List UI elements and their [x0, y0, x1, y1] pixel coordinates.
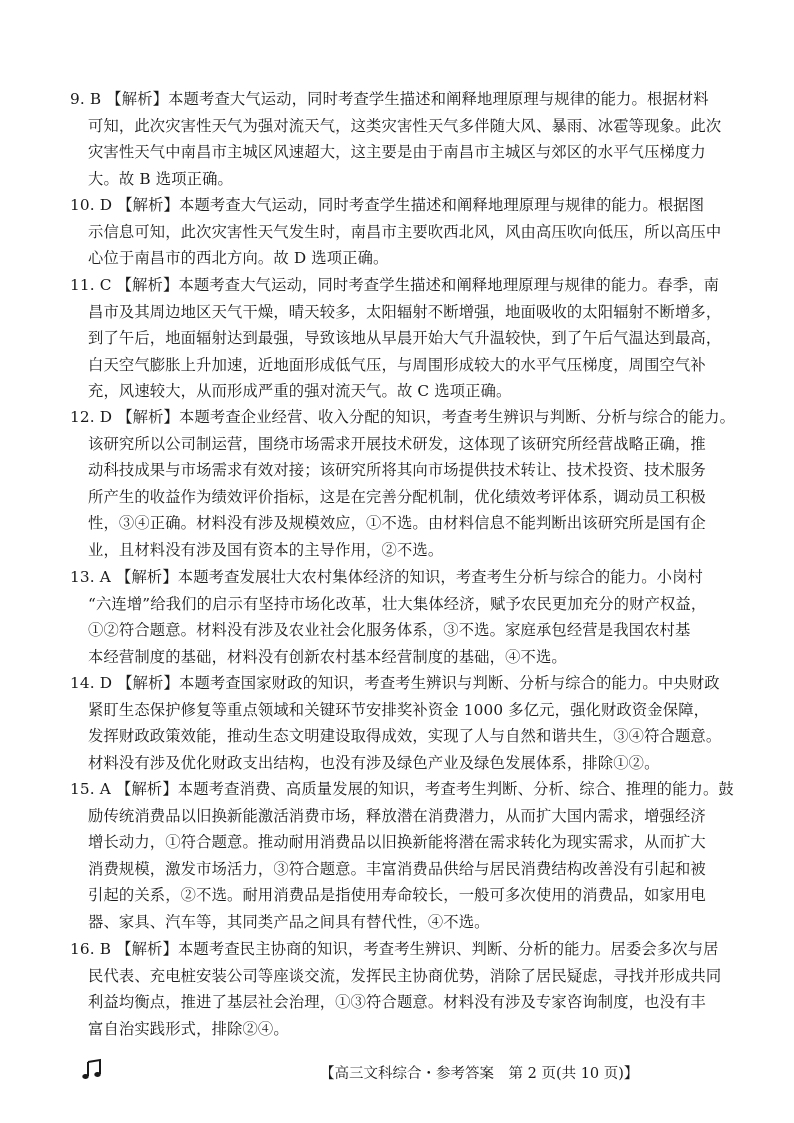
- answer-line: 增长动力，①符合题意。推动耐用消费品以旧换新能将潜在需求转化为现实需求，从而扩大: [88, 833, 706, 851]
- answer-line: 性，③④正确。材料没有涉及规模效应，①不选。由材料信息不能判断出该研究所是国有企: [88, 514, 706, 532]
- answer-line: 灾害性天气中南昌市主城区风速超大，这主要是由于南昌市主城区与郊区的水平气压梯度力: [88, 143, 706, 161]
- answer-line: 心位于南昌市的西北方向。故 D 选项正确。: [88, 249, 389, 267]
- answer-line: 富自治实践形式，排除②④。: [88, 1019, 289, 1038]
- music-note-icon: [80, 1058, 104, 1082]
- page-footer: [70, 1058, 748, 1084]
- answer-item-16: [70, 936, 748, 1042]
- answer-item-15: [70, 776, 748, 935]
- answer-line: 15. A 【解析】本题考查消费、高质量发展的知识，考查考生判断、分析、综合、推理的能力。鼓: [70, 780, 734, 798]
- answer-item-10: [70, 192, 748, 272]
- answer-line: 9. B 【解析】本题考查大气运动，同时考查学生描述和阐释地理原理与规律的能力。根据材料: [70, 90, 709, 108]
- answer-line: 动科技成果与市场需求有效对接；该研究所将其向市场提供技术转让、技术投资、技术服务: [88, 461, 706, 479]
- answer-line: 本经营制度的基础，材料没有创新农村基本经营制度的基础，④不选。: [88, 647, 567, 666]
- footer-text: 【高三文科综合・参考答案 第 2 页(共 10 页)】: [320, 1066, 639, 1082]
- answer-line: 12. D 【解析】本题考查企业经营、收入分配的知识，考查考生辨识与判断、分析与综合的能力。: [70, 408, 736, 426]
- answer-line: 昌市及其周边地区天气干燥，晴天较多，太阳辐射不断增强，地面吸收的太阳辐射不断增多，: [88, 302, 722, 321]
- answer-line: 消费规模，激发市场活力，③符合题意。丰富消费品供给与居民消费结构改善没有引起和被: [88, 859, 706, 878]
- answer-line: 材料没有涉及优化财政支出结构，也没有涉及绿色产业及绿色发展体系，排除①②。: [88, 753, 660, 772]
- answer-line: 到了午后，地面辐射达到最强，导致该地从早晨开始大气升温较快，到了午后气温达到最高，: [88, 329, 722, 347]
- answer-item-11: [70, 272, 748, 405]
- answer-line: 可知，此次灾害性天气为强对流天气，这类灾害性天气多伴随大风、暴雨、冰雹等现象。此次: [88, 116, 722, 135]
- answer-line: 所产生的收益作为绩效评价指标，这是在完善分配机制，优化绩效考评体系，调动员工积极: [88, 487, 706, 506]
- answer-line: 大。故 B 选项正确。: [88, 169, 233, 188]
- answer-line: 10. D 【解析】本题考查大气运动，同时考查学生描述和阐释地理原理与规律的能力。根据图: [70, 196, 705, 214]
- answer-line: 励传统消费品以旧换新能激活消费市场，释放潜在消费潜力，从而扩大国内需求，增强经济: [88, 806, 706, 825]
- answer-line: 13. A 【解析】本题考查发展壮大农村集体经济的知识，考查考生分析与综合的能力。小岗村: [70, 568, 703, 586]
- answer-line: 该研究所以公司制运营，围绕市场需求开展技术研发，这体现了该研究所经营战略正确，推: [88, 434, 706, 453]
- answer-line: 白天空气膨胀上升加速，近地面形成低气压，与周围形成较大的水平气压梯度，周围空气补: [88, 355, 706, 374]
- answer-line: 紧盯生态保护修复等重点领域和关键环节安排奖补资金 1000 多亿元，强化财政资金保障，: [88, 700, 710, 719]
- answer-line: 业，且材料没有涉及国有资本的主导作用，②不选。: [88, 540, 444, 559]
- answer-line: 14. D 【解析】本题考查国家财政的知识，考查考生辨识与判断、分析与综合的能力。中央财政: [70, 674, 720, 692]
- answer-line: 充，风速较大，从而形成严重的强对流天气。故 C 选项正确。: [88, 382, 512, 400]
- answer-line: ①②符合题意。材料没有涉及农业社会化服务体系，③不选。家庭承包经营是我国农村基: [88, 621, 691, 639]
- answer-item-9: [70, 86, 748, 192]
- answer-line: “六连增”给我们的启示有坚持市场化改革，壮大集体经济，赋予农民更加充分的财产权益，: [88, 594, 707, 613]
- answer-line: 发挥财政政策效能，推动生态文明建设取得成效，实现了人与自然和谐共生，③④符合题意。: [88, 727, 722, 745]
- answer-item-14: [70, 670, 748, 776]
- answer-line: 器、家具、汽车等，其同类产品之间具有替代性，④不选。: [88, 912, 490, 931]
- answer-line: 16. B 【解析】本题考查民主协商的知识，考查考生辨识、判断、分析的能力。居委会多次与居: [70, 940, 719, 958]
- answer-line: 示信息可知，此次灾害性天气发生时，南昌市主要吹西北风，风由高压吹向低压，所以高压中: [88, 222, 722, 241]
- answer-line: 11. C 【解析】本题考查大气运动，同时考查学生描述和阐释地理原理与规律的能力。春季，南: [70, 276, 720, 294]
- answer-line: 引起的关系，②不选。耐用消费品是指使用寿命较长，一般可多次使用的消费品，如家用电: [88, 886, 706, 904]
- answer-item-13: [70, 564, 748, 670]
- answer-line: 民代表、充电桩安装公司等座谈交流，发挥民主协商优势，消除了居民疑虑，寻找并形成共同: [88, 966, 722, 985]
- answer-line: 利益均衡点，推进了基层社会治理，①③符合题意。材料没有涉及专家咨询制度，也没有丰: [88, 993, 706, 1011]
- answer-item-12: [70, 404, 748, 563]
